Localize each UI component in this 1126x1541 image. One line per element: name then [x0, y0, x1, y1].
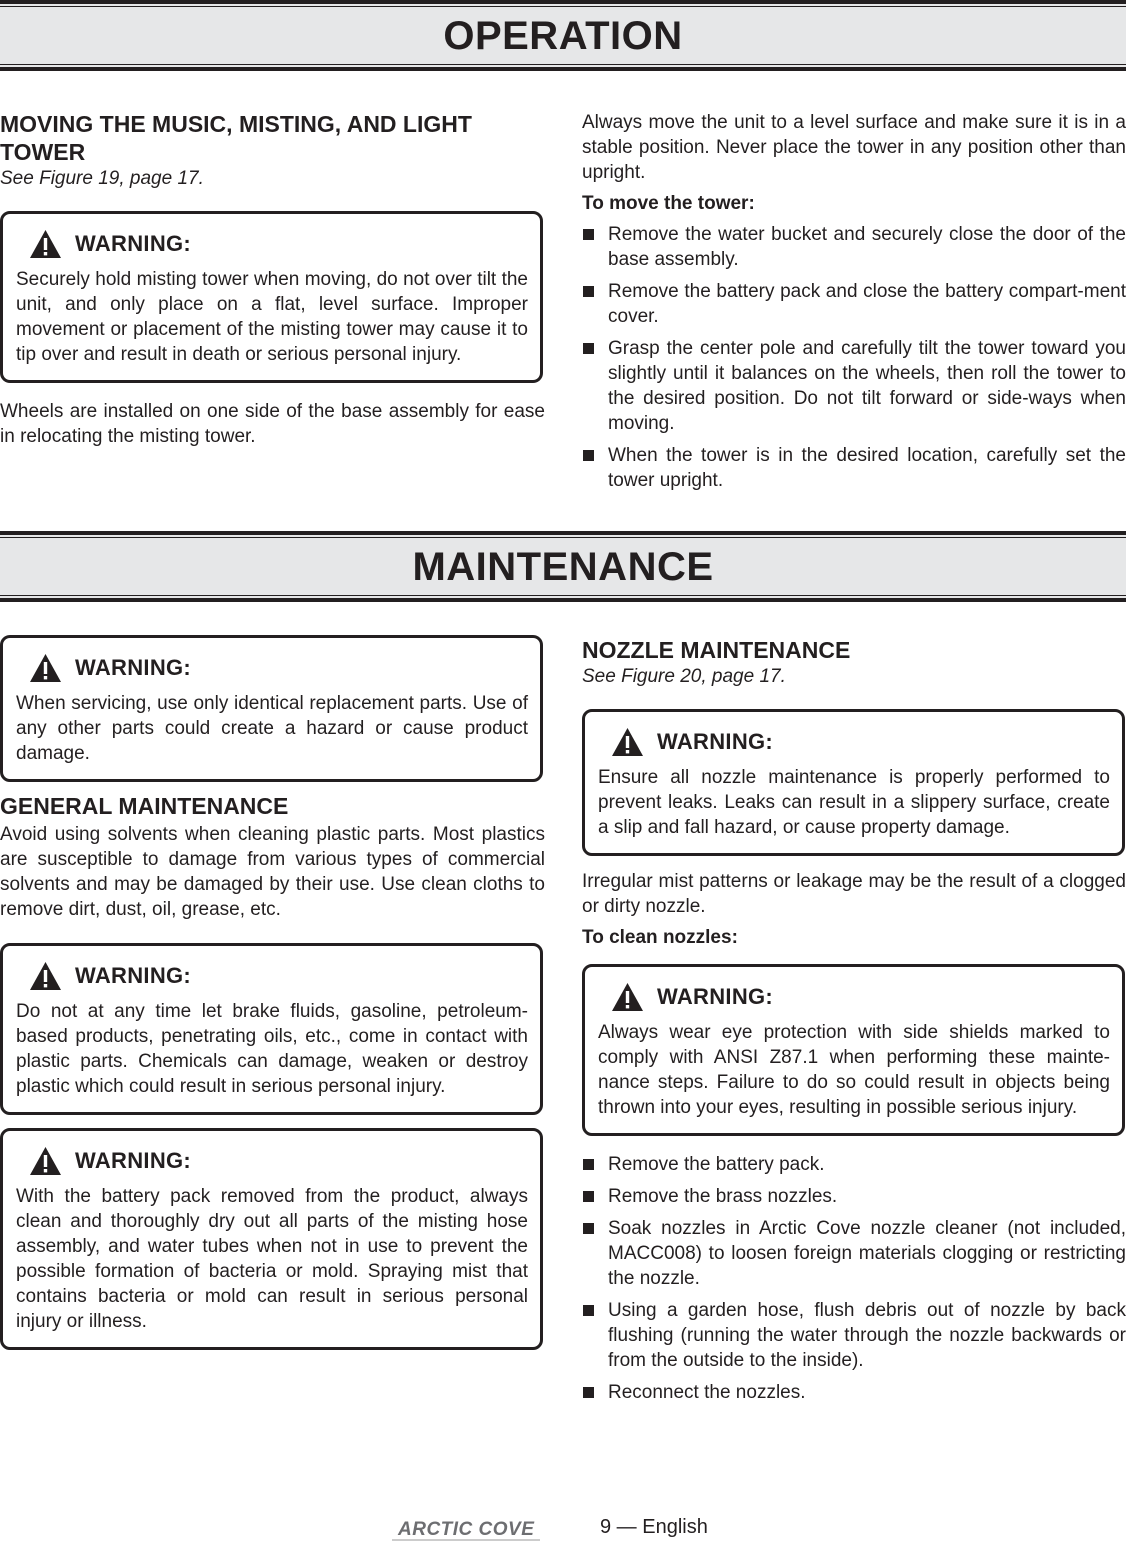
warning-header [16, 960, 528, 992]
warning-box-bacteria [0, 1128, 543, 1350]
list-item: When the tower is in the desired location, carefully set the tower upright. [582, 443, 1126, 493]
move-tower-steps [582, 222, 1126, 493]
warning-label: WARNING: [657, 729, 774, 754]
warning-triangle-icon [611, 727, 644, 757]
moving-figure-ref: See Figure 19, page 17. [0, 168, 204, 189]
warning-label: WARNING: [657, 984, 774, 1009]
warning-triangle-icon [29, 1146, 62, 1176]
list-item: Soak nozzles in Arctic Cove nozzle cleaner (not included, MACC008) to loosen foreign materials clogging or restricting the nozzle. [582, 1216, 1126, 1291]
warning-header [16, 652, 528, 684]
warning-header [16, 228, 528, 260]
list-item: Reconnect the nozzles. [582, 1380, 1126, 1405]
warning-text: Do not at any time let brake fluids, gasoline, petroleum-based products, penetrating oils, etc., come in contact with plastic parts. Chemicals can damage, weaken or destroy plastic which could result in serious personal injury. [16, 1001, 528, 1097]
warning-label: WARNING: [75, 231, 192, 256]
list-item: Remove the battery pack. [582, 1152, 1126, 1177]
warning-text: Ensure all nozzle maintenance is properly performed to prevent leaks. Leaks can result in a slippery surface, create a slip and fall hazard, or cause property damage. [598, 767, 1110, 838]
brand-name: ARCTIC COVE [398, 1519, 535, 1540]
warning-box-moving [0, 211, 543, 383]
maintenance-banner [0, 531, 1126, 602]
list-item: Using a garden hose, flush debris out of nozzle by back flushing (running the water through the nozzle backwards or from the outside to the inside). [582, 1298, 1126, 1373]
list-item: Remove the water bucket and securely close the door of the base assembly. [582, 222, 1126, 272]
level-surface-paragraph: Always move the unit to a level surface and make sure it is in a stable position. Never place the tower in any position other than upright. [582, 112, 1126, 183]
page-number: 9 — English [600, 1516, 708, 1538]
arctic-cove-logo [390, 1514, 550, 1541]
clean-nozzle-steps [582, 1152, 1126, 1405]
warning-triangle-icon [29, 653, 62, 683]
maintenance-right-column [582, 636, 1126, 1412]
irregular-mist-paragraph: Irregular mist patterns or leakage may be the result of a clogged or dirty nozzle. [582, 871, 1126, 917]
warning-header [598, 981, 1110, 1013]
move-tower-subhead: To move the tower: [582, 193, 755, 214]
warning-label: WARNING: [75, 655, 192, 680]
warning-box-eye-protection [582, 964, 1125, 1136]
maintenance-heading: MAINTENANCE [412, 545, 714, 589]
nozzle-figure-ref: See Figure 20, page 17. [582, 666, 786, 687]
warning-triangle-icon [611, 982, 644, 1012]
page-footer [0, 1514, 1126, 1541]
warning-text: Securely hold misting tower when moving, do not over tilt the unit, and only place on a flat, level surface. Improper movement or placement of the misting tower may cause it to tip over and result in death or serious personal injury. [16, 269, 528, 365]
general-maintenance-title: GENERAL MAINTENANCE [0, 793, 289, 819]
warning-label: WARNING: [75, 1148, 192, 1173]
warning-header [598, 726, 1110, 758]
warning-label: WARNING: [75, 963, 192, 988]
warning-box-parts [0, 635, 543, 782]
clean-nozzles-subhead: To clean nozzles: [582, 927, 738, 948]
operation-left-column [0, 110, 545, 449]
operation-heading: OPERATION [443, 14, 683, 58]
maintenance-left-column [0, 635, 545, 1350]
warning-text: Always wear eye protection with side shields marked to comply with ANSI Z87.1 when performing these mainte-nance steps. Failure to do so could result in objects being thrown into your eyes, resulting in possible serious injury. [598, 1022, 1110, 1118]
warning-header [16, 1145, 528, 1177]
operation-right-column [582, 110, 1126, 500]
moving-tower-title: MOVING THE MUSIC, MISTING, AND LIGHT TOWER [0, 111, 472, 165]
warning-triangle-icon [29, 961, 62, 991]
warning-box-nozzle [582, 709, 1125, 856]
nozzle-maintenance-title: NOZZLE MAINTENANCE [582, 637, 851, 663]
list-item: Grasp the center pole and carefully tilt the tower toward you slightly until it balances on the wheels, then roll the tower to the desired position. Do not tilt forward or side-ways when moving. [582, 336, 1126, 436]
warning-text: When servicing, use only identical replacement parts. Use of any other parts could create a hazard or cause product damage. [16, 693, 528, 764]
warning-triangle-icon [29, 229, 62, 259]
operation-banner [0, 0, 1126, 71]
warning-box-fluids [0, 943, 543, 1115]
general-maintenance-paragraph: Avoid using solvents when cleaning plastic parts. Most plastics are susceptible to damage from various types of commercial solvents and may be damaged by their use. Use clean cloths to remove dirt, dust, oil, grease, etc. [0, 824, 545, 920]
wheels-paragraph: Wheels are installed on one side of the base assembly for ease in relocating the misting tower. [0, 401, 545, 447]
list-item: Remove the brass nozzles. [582, 1184, 1126, 1209]
warning-text: With the battery pack removed from the product, always clean and thoroughly dry out all parts of the misting hose assembly, and water tubes when not in use to prevent the possible formation of bacteria or mold. Spraying mist that contains bacteria or mold can result in serious personal injury or illness. [16, 1186, 528, 1332]
list-item: Remove the battery pack and close the battery compart-ment cover. [582, 279, 1126, 329]
